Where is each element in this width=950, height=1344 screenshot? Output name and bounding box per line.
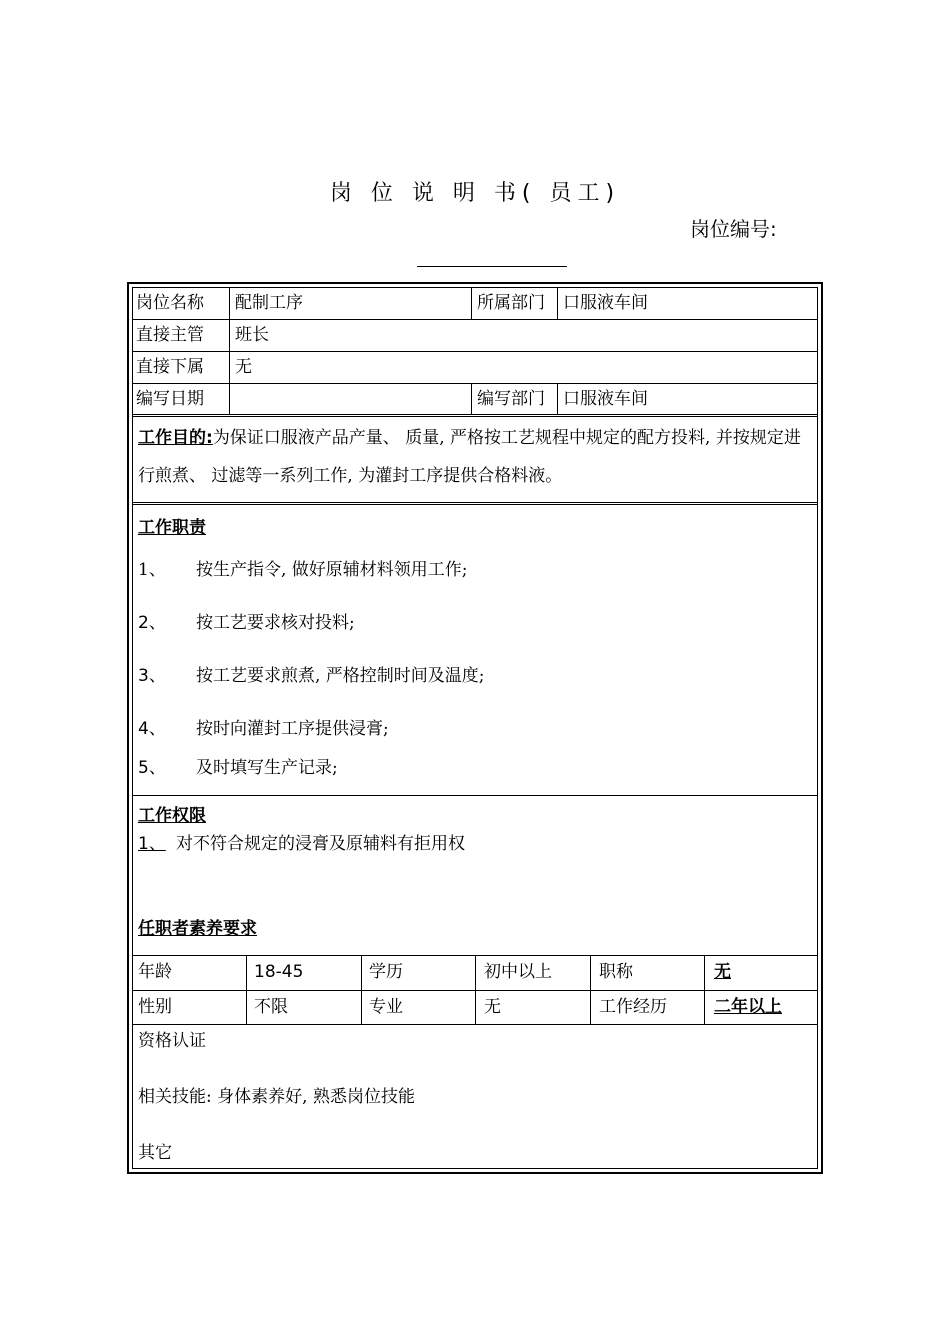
duty-text: 按生产指令, 做好原辅材料领用工作; bbox=[196, 560, 468, 580]
col-divider bbox=[475, 955, 476, 1024]
duty-number: 4、 bbox=[138, 719, 166, 739]
write-dept-value: 口服液车间 bbox=[563, 389, 648, 409]
row-divider bbox=[132, 383, 818, 384]
age-label: 年龄 bbox=[138, 962, 172, 982]
row-divider bbox=[132, 351, 818, 352]
duty-number: 1、 bbox=[138, 560, 166, 580]
duties-title: 工作职责 bbox=[138, 518, 206, 538]
authority-title: 工作权限 bbox=[138, 806, 206, 826]
col-divider bbox=[361, 955, 362, 1024]
subordinate-value: 无 bbox=[235, 357, 252, 377]
col-divider bbox=[590, 955, 591, 1024]
col-divider bbox=[229, 287, 230, 415]
major-value: 无 bbox=[484, 997, 501, 1017]
education-value: 初中以上 bbox=[484, 962, 552, 982]
other-label: 其它 bbox=[138, 1143, 172, 1163]
write-dept-label: 编写部门 bbox=[477, 389, 545, 409]
col-divider bbox=[246, 955, 247, 1024]
experience-label: 工作经历 bbox=[599, 997, 667, 1017]
authority-number: 1、 bbox=[138, 834, 166, 854]
subordinate-label: 直接下属 bbox=[136, 357, 204, 377]
row-divider bbox=[132, 319, 818, 320]
requirements-title: 任职者素养要求 bbox=[138, 919, 257, 939]
dept-label: 所属部门 bbox=[477, 293, 545, 313]
supervisor-label: 直接主管 bbox=[136, 325, 204, 345]
page-title: 岗 位 说 明 书( 员工) bbox=[329, 181, 621, 206]
supervisor-value: 班长 bbox=[235, 325, 269, 345]
certification-label: 资格认证 bbox=[138, 1031, 206, 1051]
gender-value: 不限 bbox=[254, 997, 288, 1017]
duty-number: 3、 bbox=[138, 666, 166, 686]
work-purpose-label: 工作目的: bbox=[138, 428, 213, 448]
col-divider bbox=[557, 383, 558, 415]
age-value: 18-45 bbox=[254, 962, 304, 982]
title-rank-label: 职称 bbox=[599, 962, 633, 982]
col-divider bbox=[471, 287, 472, 319]
date-label: 编写日期 bbox=[136, 389, 204, 409]
dept-value: 口服液车间 bbox=[563, 293, 648, 313]
education-label: 学历 bbox=[369, 962, 403, 982]
duty-text: 按工艺要求煎煮, 严格控制时间及温度; bbox=[196, 666, 485, 686]
duty-text: 按工艺要求核对投料; bbox=[196, 613, 355, 633]
title-rank-value: 无 bbox=[714, 962, 731, 982]
post-number-blank-line bbox=[417, 266, 567, 267]
authority-text: 对不符合规定的浸膏及原辅料有拒用权 bbox=[176, 834, 465, 854]
col-divider bbox=[557, 287, 558, 319]
gender-label: 性别 bbox=[138, 997, 172, 1017]
post-number-label: 岗位编号: bbox=[690, 217, 777, 241]
duty-text: 及时填写生产记录; bbox=[196, 758, 338, 778]
related-skills: 相关技能: 身体素养好, 熟悉岗位技能 bbox=[138, 1087, 415, 1107]
post-name-value: 配制工序 bbox=[235, 293, 303, 313]
work-purpose bbox=[138, 419, 814, 495]
col-divider bbox=[471, 383, 472, 415]
row-divider bbox=[132, 1024, 818, 1025]
work-purpose-text: 为保证口服液产品产量、 质量, 严格按工艺规程中规定的配方投料, 并按规定进行煎煮、 过滤等一系列工作, 为灌封工序提供合格料液。 bbox=[138, 428, 801, 486]
duty-number: 5、 bbox=[138, 758, 166, 778]
col-divider bbox=[704, 955, 705, 1024]
experience-value: 二年以上 bbox=[714, 997, 782, 1017]
section-divider bbox=[132, 502, 818, 507]
duty-text: 按时向灌封工序提供浸膏; bbox=[196, 719, 389, 739]
major-label: 专业 bbox=[369, 997, 403, 1017]
duty-number: 2、 bbox=[138, 613, 166, 633]
post-name-label: 岗位名称 bbox=[136, 293, 204, 313]
section-divider bbox=[132, 795, 818, 796]
